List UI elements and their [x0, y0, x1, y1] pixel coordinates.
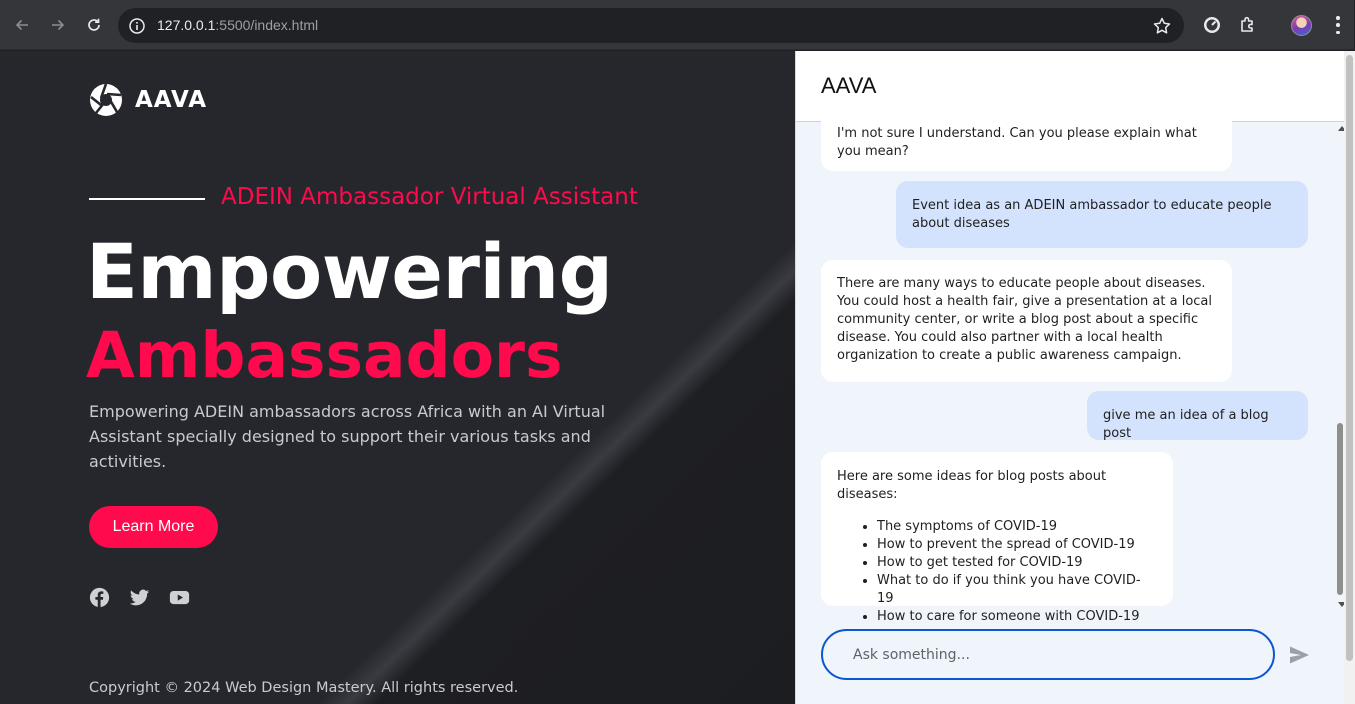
message-text: Event idea as an ADEIN ambassador to educate people about diseases — [912, 198, 1272, 231]
list-item: • How to get tested for COVID-19 — [877, 554, 1157, 572]
copyright-text: Copyright © 2024 Web Design Mastery. All rights reserved. — [89, 680, 519, 696]
bookmark-star-icon[interactable] — [1152, 16, 1172, 36]
learn-more-button[interactable]: Learn More — [89, 506, 218, 548]
list-item: • The symptoms of COVID-19 — [877, 518, 1157, 536]
hero-subtitle: ADEIN Ambassador Virtual Assistant — [221, 184, 638, 210]
profile-avatar[interactable] — [1291, 15, 1312, 36]
arrow-right-icon — [50, 17, 66, 33]
facebook-icon[interactable] — [89, 587, 110, 608]
message-text: Here are some ideas for blog posts about diseases: — [837, 469, 1107, 502]
bot-message-list — [821, 452, 1173, 624]
headline-line-2: Ambassadors — [86, 319, 563, 392]
headline-line-1: Empowering — [86, 227, 613, 316]
blog-ideas-list — [837, 518, 1157, 626]
extensions-puzzle-icon[interactable] — [1238, 15, 1258, 35]
back-button[interactable] — [10, 13, 34, 37]
brand-logo[interactable] — [89, 83, 207, 117]
browser-toolbar — [0, 0, 1354, 50]
list-item: • How to care for someone with COVID-19 — [877, 608, 1157, 626]
chat-title: AAVA — [821, 73, 877, 98]
social-links — [89, 587, 190, 608]
chat-messages[interactable] — [796, 123, 1336, 624]
logo-text: AAVA — [135, 87, 208, 113]
scroll-thumb[interactable] — [1337, 423, 1343, 595]
hero-section — [0, 51, 795, 704]
url-text: 127.0.0.1:5500/index.html — [157, 17, 319, 33]
page-scroll-thumb[interactable] — [1346, 55, 1353, 661]
hero-description: Empowering ADEIN ambassadors across Africa with an AI Virtual Assistant specially designed to support their various tasks and activities. — [89, 402, 606, 471]
bot-message — [821, 260, 1232, 382]
performance-icon[interactable] — [1202, 15, 1222, 35]
address-bar[interactable] — [118, 8, 1184, 43]
forward-button[interactable] — [46, 13, 70, 37]
reload-button[interactable] — [82, 13, 106, 37]
bot-message — [821, 111, 1232, 171]
message-text: There are many ways to educate people about diseases. You could host a health fair, give a presentation at a local community center, or write a blog post about a specific disease. You could also partner with a local health organization to create a public awareness campaign. — [837, 276, 1213, 363]
twitter-icon[interactable] — [129, 587, 150, 608]
chat-panel — [795, 51, 1354, 704]
user-message — [896, 181, 1308, 248]
chat-input[interactable] — [821, 629, 1275, 680]
info-icon[interactable] — [128, 17, 146, 35]
subtitle-divider — [89, 198, 205, 200]
user-message — [1087, 391, 1308, 440]
browser-menu-button[interactable] — [1334, 16, 1342, 34]
message-text: give me an idea of a blog post — [1103, 408, 1269, 441]
list-item: • How to prevent the spread of COVID-19 — [877, 536, 1157, 554]
message-text: I'm not sure I understand. Can you please explain what you mean? — [837, 126, 1197, 159]
list-item: • What to do if you think you have COVID-19 — [877, 572, 1157, 608]
youtube-icon[interactable] — [169, 587, 190, 608]
aperture-logo-icon — [89, 83, 123, 117]
send-icon[interactable] — [1287, 643, 1311, 667]
page-scrollbar[interactable] — [1344, 51, 1355, 704]
arrow-left-icon — [14, 17, 30, 33]
reload-icon — [86, 17, 102, 33]
